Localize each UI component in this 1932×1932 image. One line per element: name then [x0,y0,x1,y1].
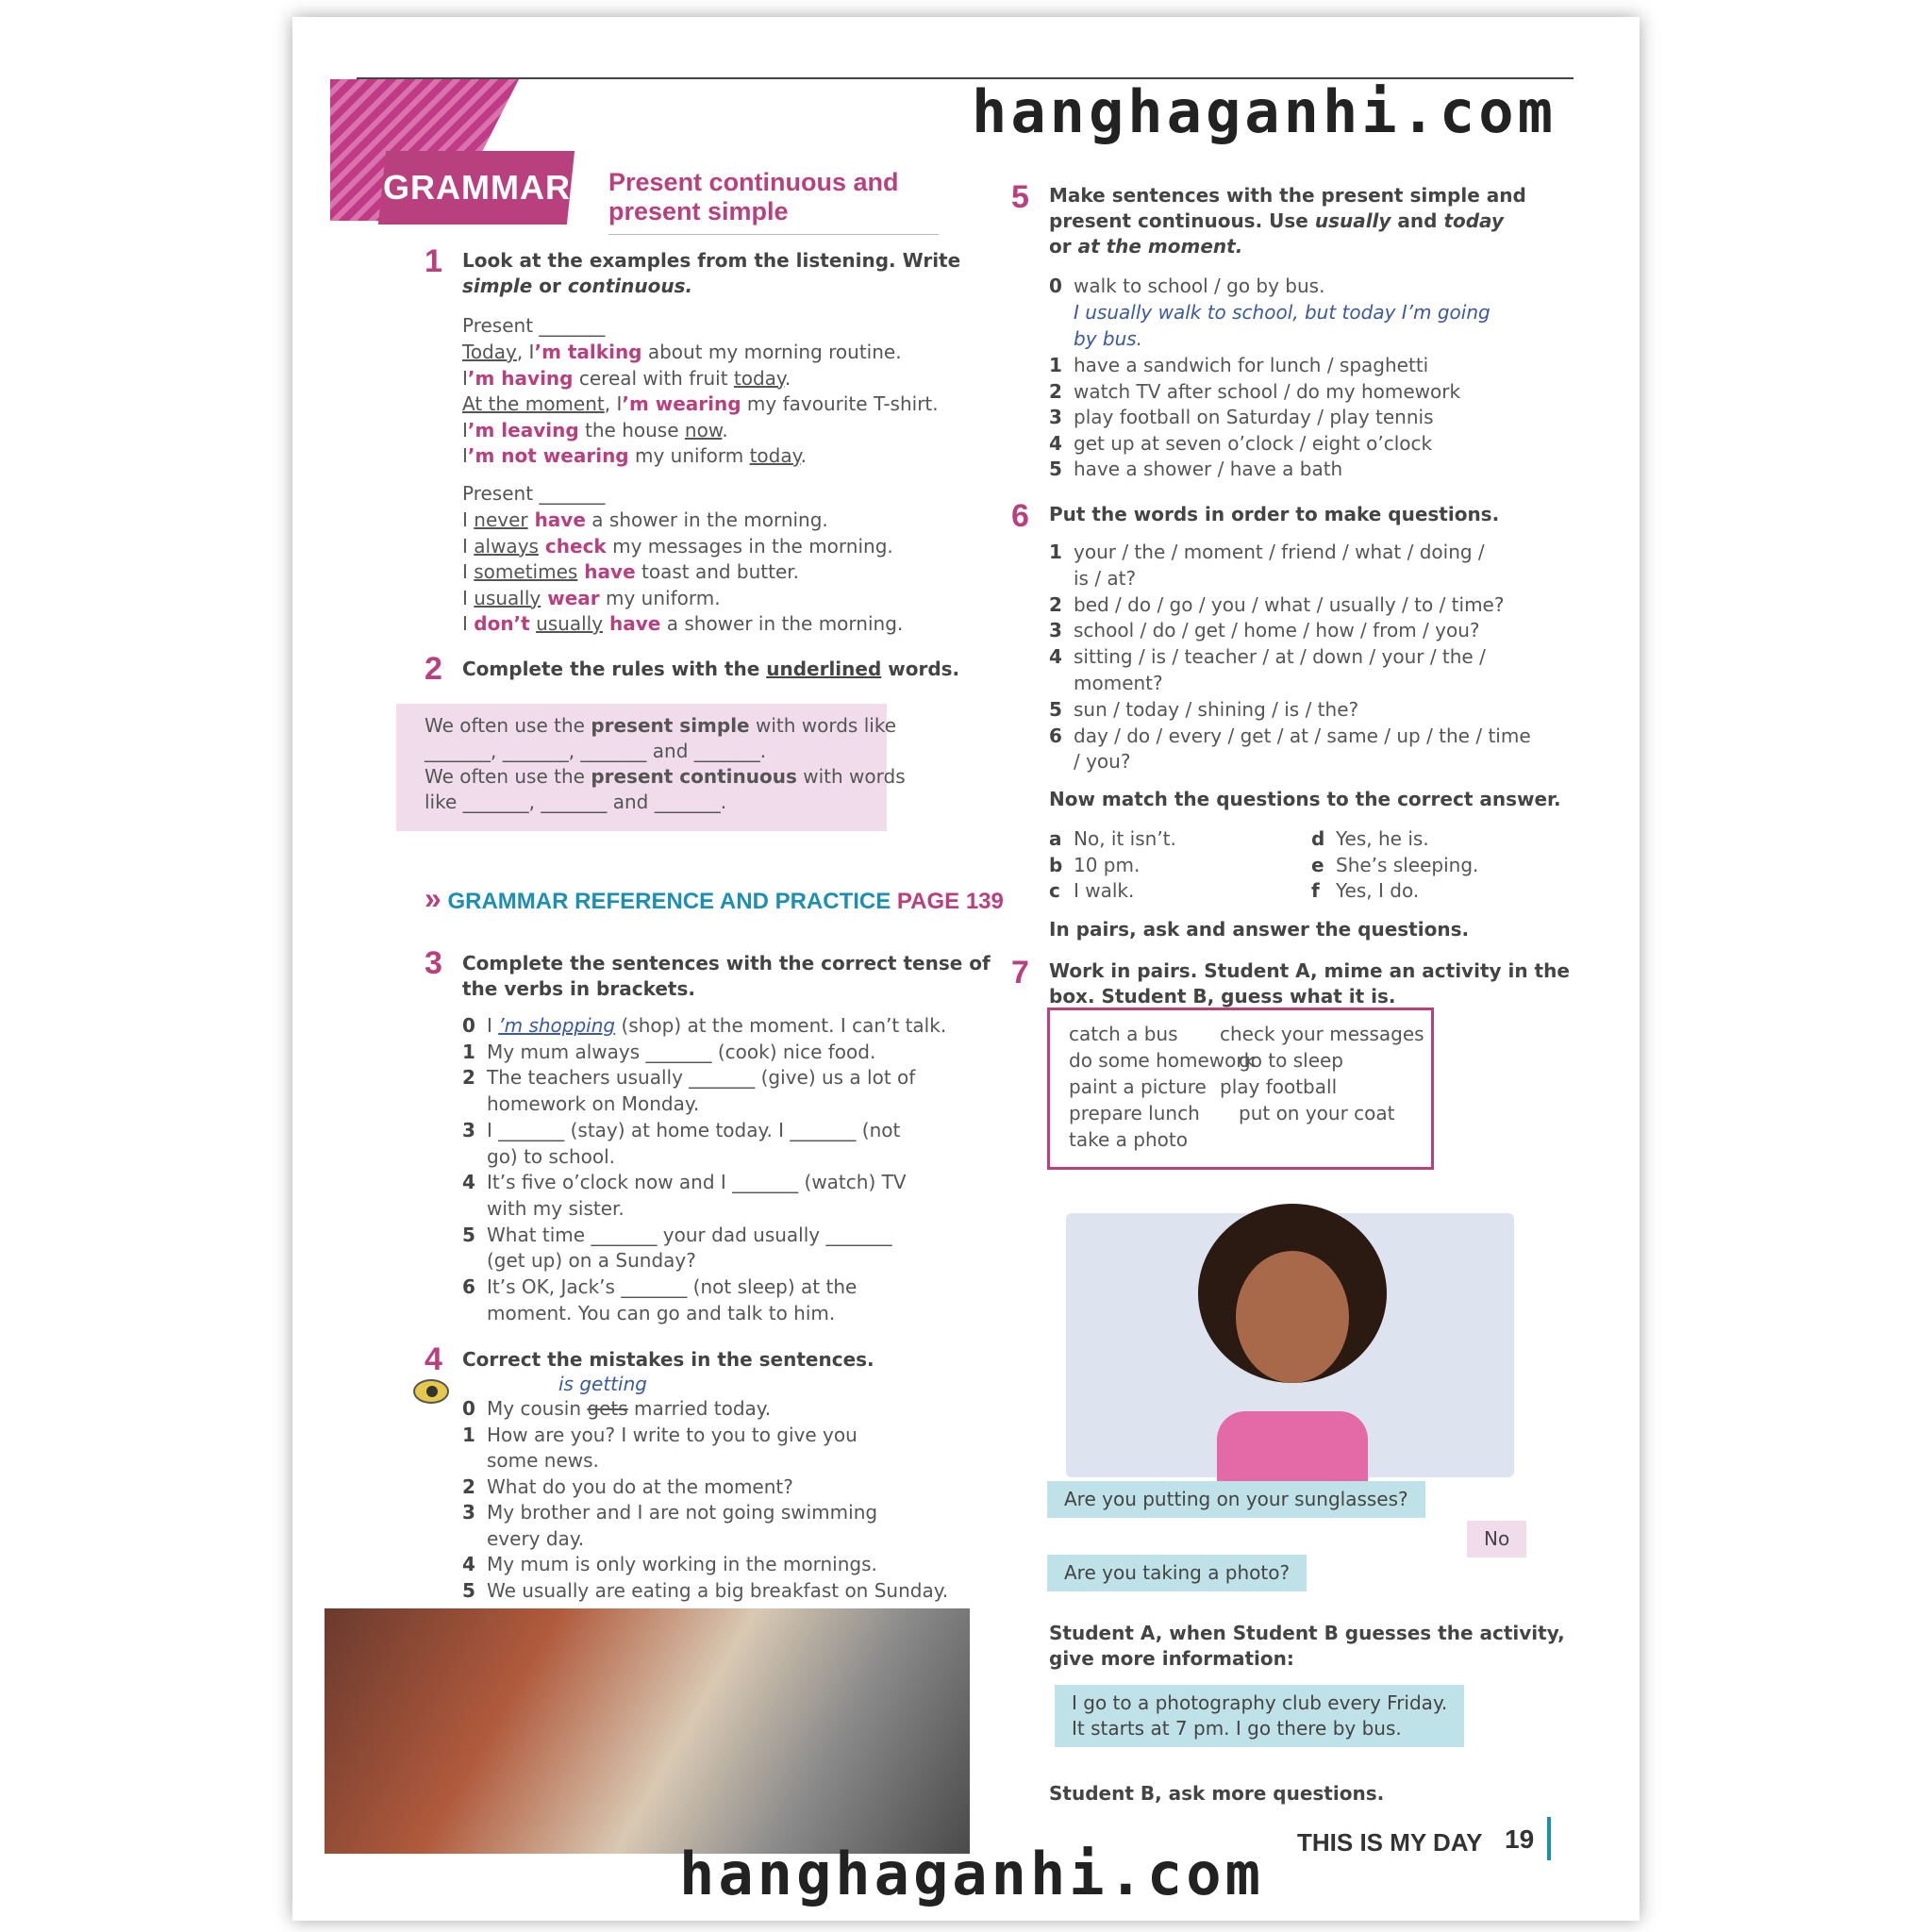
activity-item: prepare lunch [1069,1102,1200,1124]
question-line: 1 your / the / moment / friend / what / doing / [1049,541,1485,563]
match-instruction: Now match the questions to the correct answer. [1049,788,1561,810]
question-line: 3 school / do / get / home / how / from / you? [1049,619,1480,642]
question-line: 4 sitting / is / teacher / at / down / your / the / [1049,645,1486,669]
example-line: I’m leaving the house now. [462,418,728,441]
exercise-number: 1 [425,243,442,279]
sentence-line: some news. [487,1449,599,1472]
rules-box: We often use the present simple with words like _______, _______, _______ and _______. We often use the present continuous with words like _______, _______ and _______. [396,704,887,831]
sentence-line: go) to school. [487,1144,616,1168]
example-line: Today, I’m talking about my morning routine. [462,341,902,363]
question-line: 6 day / do / every / get / at / same / up / the / time [1049,724,1531,747]
sentence-line: 4 get up at seven o’clock / eight o’clock [1049,431,1433,455]
speech-bubble-no: No [1467,1521,1526,1557]
sentence-line: (get up) on a Sunday? [487,1249,696,1273]
exercise-number: 3 [425,945,442,981]
sentence-line: 0 My cousin gets married today. [462,1397,772,1420]
watermark-top: hanghaganhi.com [972,77,1557,146]
unit-footer: THIS IS MY DAY [1297,1828,1483,1857]
question-line: 2 bed / do / go / you / what / usually / to / time? [1049,592,1505,616]
pairs-instruction: In pairs, ask and answer the questions. [1049,918,1470,941]
activity-item: paint a picture [1069,1075,1207,1098]
section-title: Present continuous and present simple [608,168,939,235]
sentence-line: 2 The teachers usually _______ (give) us a lot of [462,1066,916,1090]
sentence-line: 2 watch TV after school / do my homework [1049,379,1461,403]
sentence-line: 1 How are you? I write to you to give you [462,1423,858,1446]
sentence-line: 1 have a sandwich for lunch / spaghetti [1049,354,1429,376]
question-line: is / at? [1074,566,1137,590]
answer-line: f Yes, I do. [1311,879,1420,902]
activity-item: play football [1220,1075,1338,1098]
sentence-line: 2 What do you do at the moment? [462,1474,793,1498]
exercise-number: 7 [1011,955,1029,991]
example-line: I’m having cereal with fruit today. [462,366,791,390]
answer-line: a No, it isn’t. [1049,827,1176,850]
sentence-line: every day. [487,1526,585,1550]
exercise-number: 5 [1011,179,1029,215]
answer-line: e She’s sleeping. [1311,853,1479,876]
exercise-instruction: Put the words in order to make questions. [1049,503,1500,525]
exercise-instruction: Correct the mistakes in the sentences. [462,1348,874,1371]
exercise-instruction: Make sentences with the present simple and present continuous. Use usually and today or at the moment. [1049,184,1526,258]
question-line: moment? [1074,672,1163,694]
girl-illustration [1066,1213,1514,1477]
exercise-number: 2 [425,651,442,687]
exercise-instruction: Complete the sentences with the correct tense of the verbs in brackets. [462,952,991,1000]
activity-item: do some homework [1069,1049,1256,1072]
activity-item: put on your coat [1239,1102,1395,1124]
sentence-line: 6 It’s OK, Jack’s _______ (not sleep) at the [462,1275,858,1298]
student-b-instruction: Student B, ask more questions. [1049,1782,1385,1805]
exercise-instruction: Look at the examples from the listening. Write simple or continuous. [462,249,961,297]
sentence-line: 4 It’s five o’clock now and I _______ (watch) TV [462,1171,907,1194]
watermark-bottom: hanghaganhi.com [679,1840,1264,1908]
sentence-line: homework on Monday. [487,1092,700,1116]
exercise-number: 4 [425,1341,442,1377]
page-number: 19 [1505,1824,1535,1854]
sentence-line: 5 We usually are eating a big breakfast on Sunday. [462,1578,949,1602]
present-label: Present _______ [462,314,606,337]
example-line: I sometimes have toast and butter. [462,560,800,583]
sentence-line: 5 What time _______ your dad usually _______ [462,1223,892,1246]
activity-item: go to sleep [1239,1049,1344,1072]
exercise-number: 6 [1011,498,1029,534]
example-line: I always check my messages in the morning. [462,534,893,558]
present-label: Present _______ [462,482,606,505]
speech-bubble: Are you putting on your sunglasses? [1047,1481,1425,1518]
sentence-line: moment. You can go and talk to him. [487,1301,836,1324]
exercise-instruction: Work in pairs. Student A, mime an activity in the box. Student B, guess what it is. [1049,959,1570,1008]
correction-note: is getting [558,1373,647,1395]
exercise-instruction: Complete the rules with the underlined words. [462,658,960,680]
page-accent-bar [1547,1817,1551,1860]
example-line: I don’t usually have a shower in the morning. [462,612,904,635]
textbook-page: GRAMMAR Present continuous and present simple 1 Look at the examples from the listening. Write simple or continuous. Present _______ Present _______ 2 Complete the rules with the underlined words. We often use the present simple with words like _______, _______, _______ and _______. We often use the present continuous with words like _______, _______ and _______. » GRAMMAR REFERENCE AND PRACTICE PAGE 139 3 Complete the sentences with the correct tense of the verbs in brackets. 4 Correct the mistakes in the sentences. is getting 5 Make sentences with the present simple and present continuous. Use usually and today or at the moment. 0 walk to school / go by bus. I usually walk to school, but today I’m going by bus. 6 Put the words in order to make questions. Now match the questions to the correct answer. In pairs, ask and answer the questions. 7 Work in pairs. Student A, mime an activity in the box. Student B, guess what it is. catch a bus check your messages do some homework go to sleep paint a picture play football prepare lunch put on your coat take a photo Are you putting on your sunglasses? No Are you taking a photo? Student A, when Student B guesses the activity, give more information: I go to a photography club every Friday. It starts at 7 pm. I go there by bus. Student B, ask more questions. THIS IS MY DAY 19 Today, I’m talking about my morning routine. I’m having cereal with fruit today. At the moment, I’m wearing my favourite T-shirt. I’m leaving the house now. I’m not wearing my uniform today. I never have a shower in the morning. I always check my messages in the morning. I sometimes have toast and butter. I usually wear my uniform. I don’t usually have a shower in the morning. 0 I ’m shopping (shop) at the moment. I can’t talk. 1 My mum always _______ (cook) nice food. 2 The teachers usually _______ (give) us a lot of homework on Monday. 3 I _______ (stay) at home today. I _______ (not go) to school. 4 It’s five o’clock now and I _______ (watch) TV with my sister. 5 What time _______ your dad usually _______ (get up) on a Sunday? 6 It’s OK, Jack’s _______ (not sleep) at the moment. You can go and talk to him. 0 My cousin gets married today. 1 How are you? I write to you to give you some news. 2 What do you do at the moment? 3 My brother and I are not going swimming every day. 4 My mum is only working in the mornings. 5 We usually are eating a big breakfast on Sunday. 1 have a sandwich for lunch / spaghetti 2 watch TV after school / do my homework 3 play football on Saturday / play tennis 4 get up at seven o’clock / eight o’clock 5 have a shower / have a bath 1 your / the / moment / friend / what / doing / is / at? 2 bed / do / go / you / what / usually / to / time? 3 school / do / get / home / how / from / you? 4 sitting / is / teacher / at / down / your / the / moment? 5 sun / today / shining / is / the? 6 day / do / every / get / at / same / up / the / time / you? a No, it isn’t. b 10 pm. c I walk. d Yes, he is. e She’s sleeping. f Yes, I do. [292,17,1640,1921]
question-line: / you? [1074,750,1131,774]
student-a-instruction: Student A, when Student B guesses the activity, give more information: [1049,1622,1565,1670]
example-line: I usually wear my uniform. [462,586,721,609]
speech-bubble: Are you taking a photo? [1047,1555,1307,1591]
activity-item: catch a bus [1069,1023,1178,1045]
sentence-line: 3 My brother and I are not going swimming [462,1501,878,1524]
sentence-line: 3 I _______ (stay) at home today. I _______ (not [462,1118,901,1141]
answer-line: d Yes, he is. [1311,827,1429,850]
speech-bubble: I go to a photography club every Friday. It starts at 7 pm. I go there by bus. [1055,1685,1464,1747]
grammar-badge: GRAMMAR [378,151,575,225]
activity-box [1047,1008,1434,1170]
cafe-photo [325,1608,970,1854]
question-line: 5 sun / today / shining / is / the? [1049,697,1359,721]
activity-item: take a photo [1069,1128,1188,1151]
grammar-reference-link[interactable]: » GRAMMAR REFERENCE AND PRACTICE PAGE 139 [425,881,1004,915]
activity-item: check your messages [1220,1023,1424,1045]
example-line: I’m not wearing my uniform today. [462,444,807,467]
answer-line: b 10 pm. [1049,853,1141,876]
sentence-line: 1 My mum always _______ (cook) nice food. [462,1040,876,1063]
double-chevron-icon: » [425,881,441,915]
sentence-line: 0 I ’m shopping (shop) at the moment. I can’t talk. [462,1014,947,1037]
sentence-line: with my sister. [487,1196,625,1220]
example-line: I never have a shower in the morning. [462,508,828,531]
sentence-line: 3 play football on Saturday / play tennis [1049,406,1434,428]
sentence-line: 5 have a shower / have a bath [1049,458,1343,480]
sentence-line: 4 My mum is only working in the mornings. [462,1553,877,1575]
eye-icon [413,1379,449,1404]
answer-line: c I walk. [1049,879,1135,902]
example-line: At the moment, I’m wearing my favourite T-shirt. [462,392,939,415]
